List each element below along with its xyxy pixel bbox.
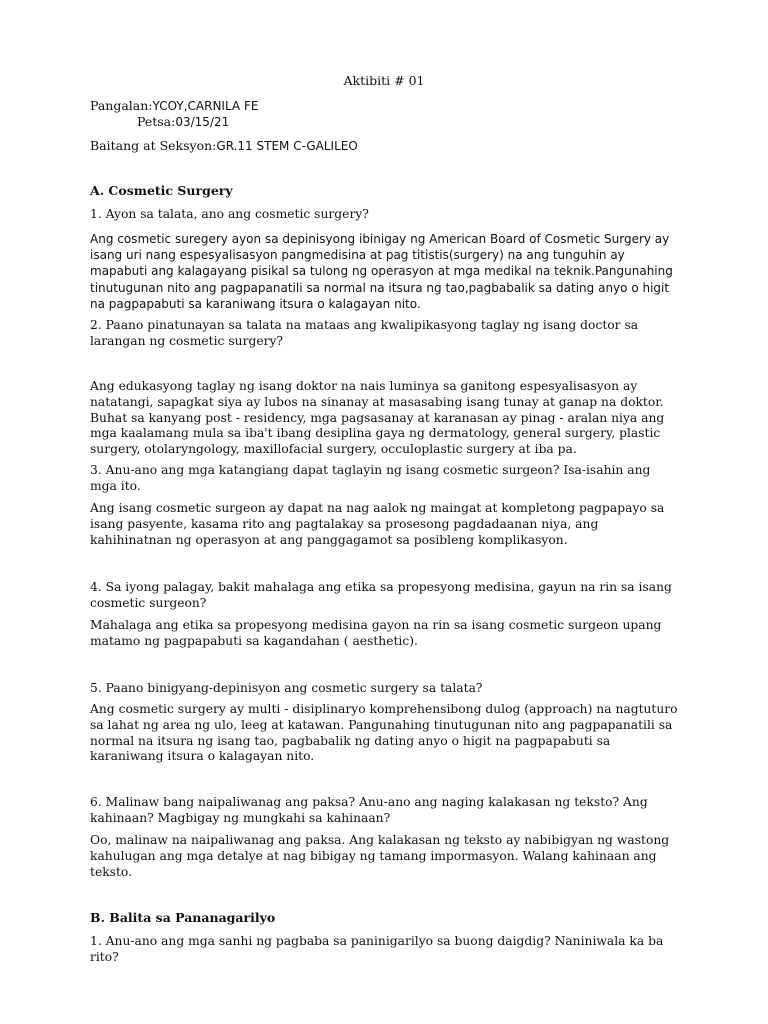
question-a2: 2. Paano pinatunayan sa talata na mataas ang kwalipikasyong taglay ng isang doctor sa larangan ng cosmetic surgery?	[90, 318, 639, 348]
name-value: YCOY,CARNILA FE	[152, 99, 259, 113]
grade-row	[90, 137, 358, 155]
date-value: 03/15/21	[175, 115, 230, 129]
answer-a1: Ang cosmetic suregery ayon sa depinisyong ibinigay ng American Board of Cosmetic Surgery ay isang uri nang espesyalisasyon pangmedisina at pag titistis(surgery) na ang tunguhin ay mapabuti ang kalagayang pisikal sa tulong ng operasyon at mga medikal na teknik.Pangunahing tinutugunan nito ang pagpapanatili sa normal na itsura ng tao,pagbabalik sa dating anyo o higit na pagpapabuti sa karaniwang itsura o kalagayan nito.	[90, 232, 673, 311]
name-label: Pangalan:	[90, 98, 153, 113]
section-b-heading: B. Balita sa Pananagarilyo	[90, 910, 276, 925]
grade-value: GR.11 STEM C-GALILEO	[216, 139, 358, 153]
date-row	[137, 113, 229, 131]
question-a5: 5. Paano binigyang-depinisyon ang cosmetic surgery sa talata?	[90, 681, 483, 695]
answer-a5: Ang cosmetic surgery ay multi - disiplinaryo komprehensibong dulog (approach) na nagtuturo sa lahat ng area ng ulo, leeg at katawan. Pangunahing tinutugunan nito ang pagpapanatili sa normal na itsura ng isang tao, pagbabalik ng dating anyo o higit na pagpapabuti sa karaniwang itsura o kalagayan nito.	[90, 702, 678, 764]
question-a4: 4. Sa iyong palagay, bakit mahalaga ang etika sa propesyong medisina, gayun na rin sa isang cosmetic surgeon?	[90, 580, 672, 610]
question-b1: 1. Anu-ano ang mga sanhi ng pagbaba sa paninigarilyo sa buong daigdig? Naniniwala ka ba rito?	[90, 934, 664, 964]
question-a1: 1. Ayon sa talata, ano ang cosmetic surgery?	[90, 207, 369, 221]
answer-a2: Ang edukasyong taglay ng isang doktor na nais luminya sa ganitong espesyalisasyon ay natatangi, sapagkat siya ay lubos na sinanay at masasabing isang tunay at ganap na doktor. Buhat sa kanyang post - residency, mga pagsasanay at karanasan ay pinag - aralan niya ang mga kaalamang mula sa iba't ibang desiplina gaya ng dermatology, general surgery, plastic surgery, otolaryngology, maxillofacial surgery, occuloplastic surgery at iba pa.	[90, 379, 665, 457]
activity-title: Aktibiti # 01	[343, 73, 425, 88]
question-a3: 3. Anu-ano ang mga katangiang dapat taglayin ng isang cosmetic surgeon? Isa-isahin ang mga ito.	[90, 463, 651, 493]
grade-label: Baitang at Seksyon:	[90, 138, 217, 153]
answer-a3: Ang isang cosmetic surgeon ay dapat na nag aalok ng maingat at kompletong pagpapayo sa isang pasyente, kasama rito ang pagtalakay sa prosesong pagdadaanan niya, ang kahihinatnan ng operasyon at ang panggagamot sa posibleng komplikasyon.	[90, 501, 665, 547]
question-a6: 6. Malinaw bang naipaliwanag ang paksa? Anu-ano ang naging kalakasan ng teksto? Ang kahinaan? Magbigay ng mungkahi sa kahinaan?	[90, 795, 648, 825]
answer-a6: Oo, malinaw na naipaliwanag ang paksa. Ang kalakasan ng teksto ay nabibigyan ng wastong kahulugan ang mga detalye at nag bibigay ng tamang impormasyon. Walang kahinaan ang teksto.	[90, 833, 670, 879]
date-label: Petsa:	[137, 114, 176, 129]
answer-a4: Mahalaga ang etika sa propesyong medisina gayon na rin sa isang cosmetic surgeon upang matamo ng pagpapabuti sa kagandahan ( aesthetic).	[90, 618, 662, 648]
section-a-heading: A. Cosmetic Surgery	[90, 183, 233, 198]
